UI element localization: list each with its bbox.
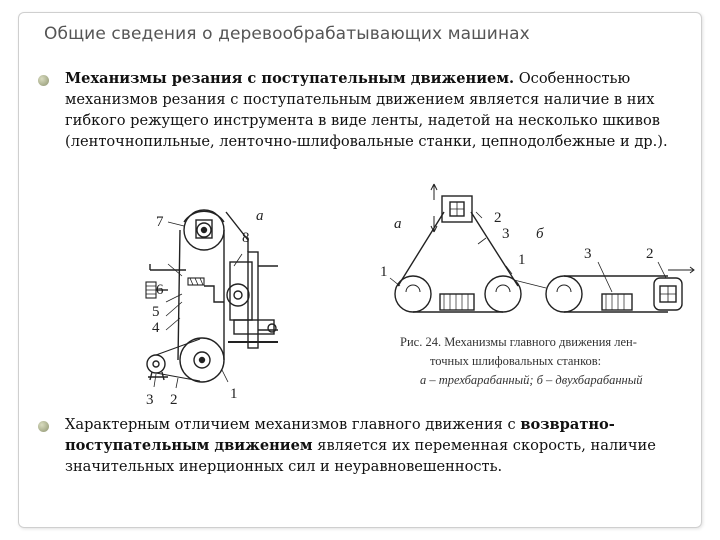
label-r1b: 1	[518, 252, 526, 268]
slide-title: Общие сведения о деревообрабатывающих машинах	[44, 24, 530, 44]
bullet-2-text-before: Характерным отличием механизмов главного движения с	[65, 416, 521, 433]
caption-line-2: точных шлифовальных станков:	[430, 354, 602, 368]
label-r3: 3	[502, 226, 510, 242]
label-6: 6	[156, 282, 164, 298]
band-mechanism-figures	[138, 182, 698, 414]
label-r1: 1	[380, 264, 388, 280]
label-4: 4	[152, 320, 160, 336]
label-a-right: а	[394, 216, 402, 232]
two-drum-diagram	[514, 262, 694, 312]
three-drum-labels	[380, 210, 510, 280]
bullet-2-bold: возвратно-поступательным движением	[65, 416, 615, 454]
bullet-marker	[38, 75, 49, 86]
bullet-1-text: Особенностью механизмов резания с поступательным движением является наличие в них гибкого режущего инструмента в виде ленты, надетой на несколько шкивов (ленточнопильные, ленточно-шлифовальные станки, цепнодолбежные и др.).	[65, 70, 668, 150]
label-2: 2	[170, 392, 178, 408]
label-b: б	[536, 226, 544, 242]
label-3: 3	[146, 392, 154, 408]
label-a-left: а	[256, 208, 264, 224]
label-r2: 2	[494, 210, 502, 226]
bullet-1-bold: Механизмы резания с поступательным движением.	[65, 70, 515, 87]
caption-line-3: а – трехбарабанный; б – двухбарабанный	[420, 373, 643, 387]
caption-line-1: Рис. 24. Механизмы главного движения лен-	[400, 335, 637, 349]
label-7: 7	[156, 214, 164, 230]
two-drum-labels	[518, 226, 654, 268]
three-drum-diagram	[390, 184, 521, 312]
label-5: 5	[152, 304, 160, 320]
figure-area	[138, 182, 698, 414]
label-1: 1	[230, 386, 238, 402]
label-r3b: 3	[584, 246, 592, 262]
band-saw-diagram	[146, 210, 278, 388]
bullet-paragraph-2	[65, 414, 685, 477]
bullet-marker	[38, 421, 49, 432]
label-r2b: 2	[646, 246, 654, 262]
figure-caption	[400, 335, 643, 387]
bullet-paragraph-1	[65, 68, 685, 152]
label-8: 8	[242, 230, 250, 246]
bullet-2-text-after: является их переменная скорость, наличие значительных инерционных сил и неуравновешенность.	[65, 437, 656, 475]
